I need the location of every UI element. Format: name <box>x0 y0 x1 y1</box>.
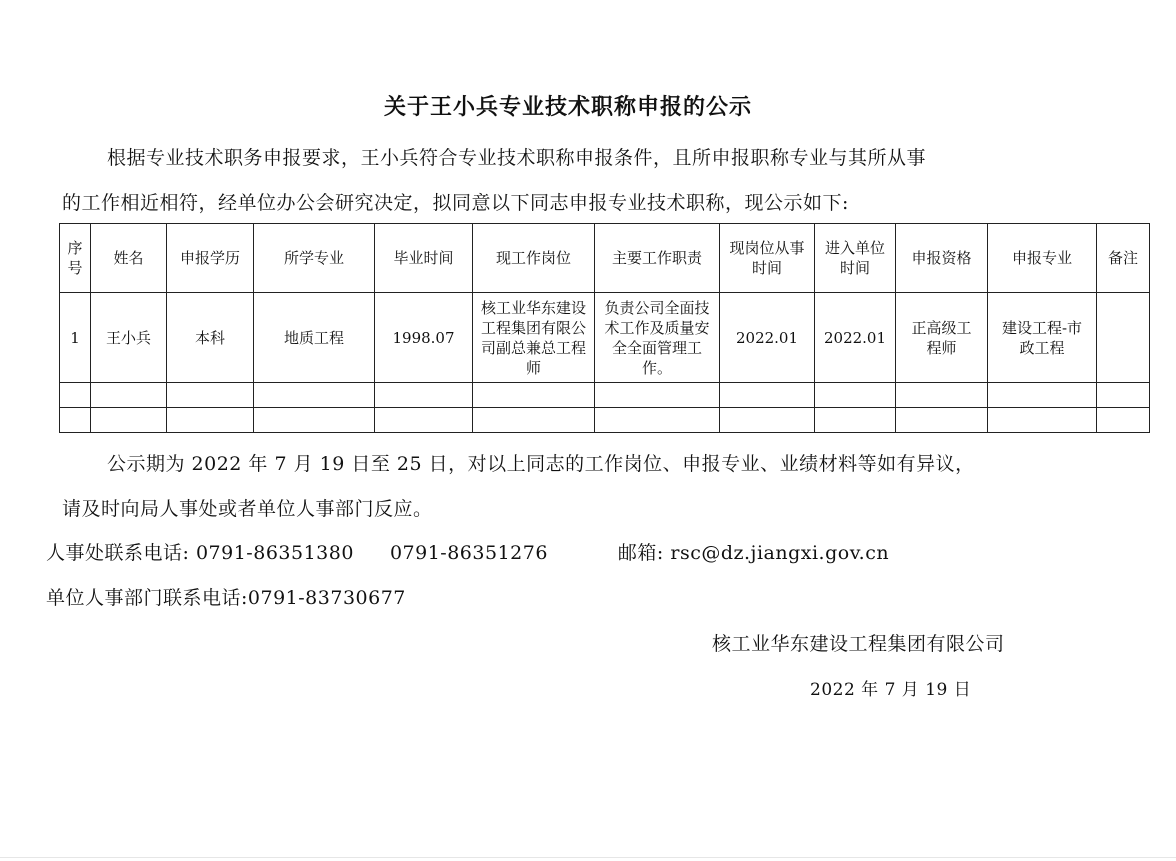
hr-phone-2: 0791-86351276 <box>389 542 548 564</box>
unit-phone: 0791-83730677 <box>247 587 406 609</box>
header-cell-specialty: 申报专业 <box>988 224 1097 293</box>
header-cell-index: 序号 <box>60 224 91 293</box>
notice-line-2: 请及时向局人事处或者单位人事部门反应。 <box>62 498 433 520</box>
cell-education: 本科 <box>167 293 254 383</box>
cell-position: 核工业华东建设工程集团有限公司副总兼总工程师 <box>473 293 595 383</box>
notice-line-1: 公示期为 2022 年 7 月 19 日至 25 日，对以上同志的工作岗位、申报专业、业绩材料等如有异议， <box>107 453 975 475</box>
unit-contact-label: 单位人事部门联系电话: <box>46 587 248 609</box>
applicant-table <box>59 223 1150 433</box>
cell-join-date: 2022.01 <box>815 293 896 383</box>
header-cell-major: 所学专业 <box>254 224 375 293</box>
table-row <box>60 383 1150 408</box>
signature-organization: 核工业华东建设工程集团有限公司 <box>712 633 1005 655</box>
header-cell-name: 姓名 <box>91 224 167 293</box>
cell-major: 地质工程 <box>254 293 375 383</box>
header-cell-graduation: 毕业时间 <box>375 224 473 293</box>
hr-contact-label: 人事处联系电话: <box>46 542 196 564</box>
intro-line-1: 根据专业技术职务申报要求，王小兵符合专业技术职称申报条件，且所申报职称专业与其所从事 <box>107 147 927 169</box>
signature-date: 2022 年 7 月 19 日 <box>810 680 972 700</box>
cell-duties: 负责公司全面技术工作及质量安全全面管理工作。 <box>595 293 720 383</box>
table-header-row <box>60 224 1150 293</box>
table-row <box>60 408 1150 433</box>
header-cell-position-since: 现岗位从事时间 <box>720 224 815 293</box>
table-row <box>60 293 1150 383</box>
cell-remark <box>1097 293 1150 383</box>
cell-name: 王小兵 <box>91 293 167 383</box>
cell-specialty: 建设工程-市政工程 <box>988 293 1097 383</box>
cell-qualification: 正高级工程师 <box>896 293 988 383</box>
intro-line-2: 的工作相近相符，经单位办公会研究决定，拟同意以下同志申报专业技术职称，现公示如下: <box>62 192 849 214</box>
header-cell-education: 申报学历 <box>167 224 254 293</box>
header-cell-qualification: 申报资格 <box>896 224 988 293</box>
cell-graduation: 1998.07 <box>375 293 473 383</box>
page-edge-divider <box>0 857 1176 858</box>
hr-contact-line <box>46 538 889 565</box>
header-cell-position: 现工作岗位 <box>473 224 595 293</box>
cell-position-since: 2022.01 <box>720 293 815 383</box>
header-cell-duties: 主要工作职责 <box>595 224 720 293</box>
cell-index: 1 <box>60 293 91 383</box>
hr-phone-1: 0791-86351380 <box>195 542 354 564</box>
unit-contact-line <box>46 583 406 610</box>
email-label: 邮箱: <box>617 542 671 564</box>
header-cell-remark: 备注 <box>1097 224 1150 293</box>
email-address: rsc@dz.jiangxi.gov.cn <box>670 542 890 564</box>
document-title: 关于王小兵专业技术职称申报的公示 <box>383 94 752 120</box>
header-cell-join-date: 进入单位时间 <box>815 224 896 293</box>
